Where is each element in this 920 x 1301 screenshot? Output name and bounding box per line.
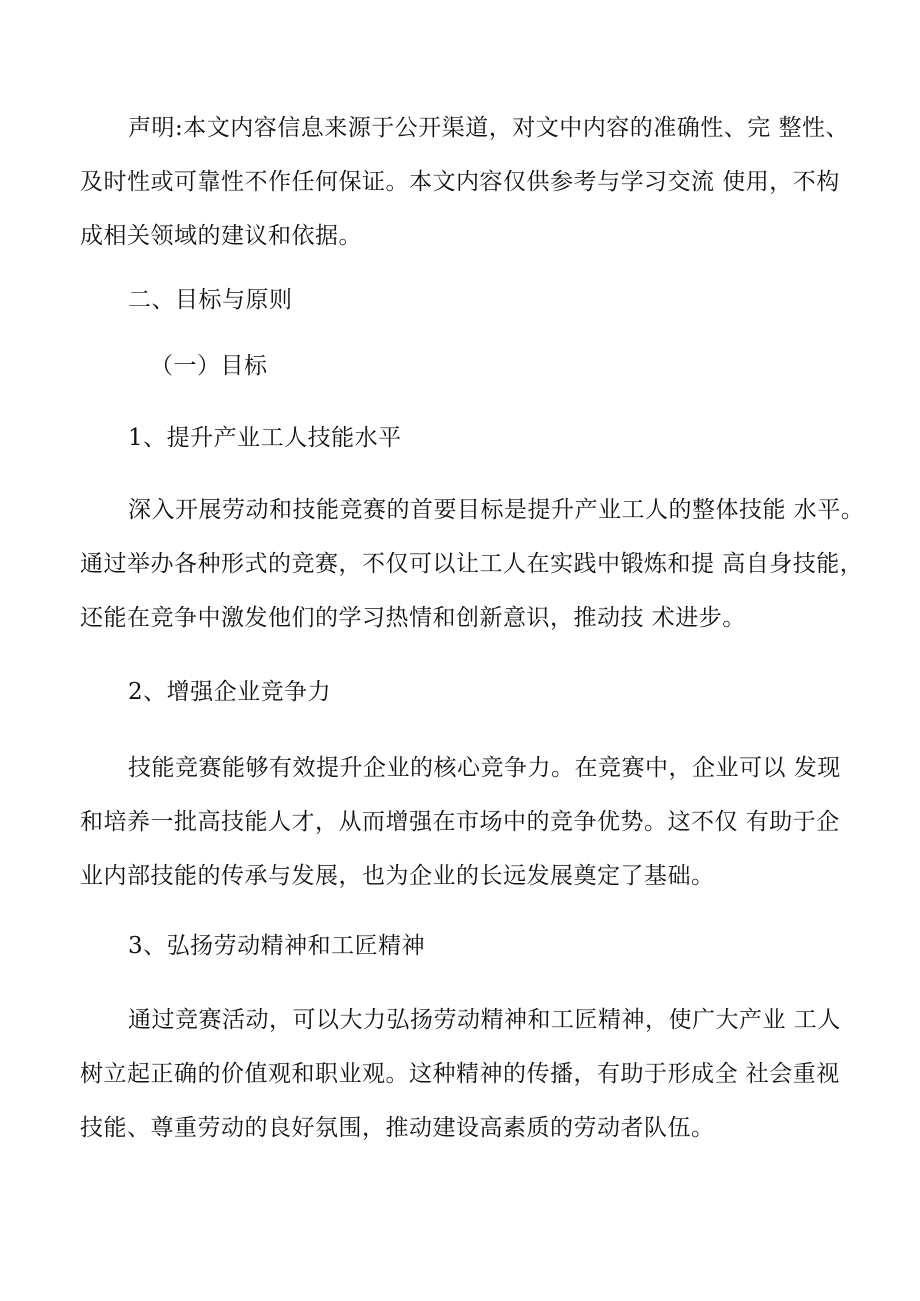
disclaimer-line-3: 成相关领域的建议和依据。 (80, 223, 362, 249)
item-1-line-3: 还能在竞争中激发他们的学习热情和创新意识，推动技 术进步。 (80, 605, 746, 631)
subsection-title: （一）目标 (150, 353, 268, 379)
item-3-line-1: 通过竞赛活动，可以大力弘扬劳动精神和工匠精神，使广大产业 工人 (128, 1007, 841, 1033)
section-title: 二、目标与原则 (128, 287, 293, 313)
item-2-heading: 2、增强企业竞争力 (128, 679, 332, 705)
item-3-line-3: 技能、尊重劳动的良好氛围，推动建设高素质的劳动者队伍。 (80, 1115, 715, 1141)
item-1-heading: 1、提升产业工人技能水平 (128, 425, 402, 451)
item-1-line-1: 深入开展劳动和技能竞赛的首要目标是提升产业工人的整体技能 水平。 (128, 497, 865, 523)
item-2-line-1: 技能竞赛能够有效提升企业的核心竞争力。在竞赛中，企业可以 发现 (128, 755, 841, 781)
item-3-heading: 3、弘扬劳动精神和工匠精神 (128, 933, 426, 959)
item-2-line-3: 业内部技能的传承与发展，也为企业的长远发展奠定了基础。 (80, 863, 715, 889)
item-2-line-2: 和培养一批高技能人才，从而增强在市场中的竞争优势。这不仅 有助于企 (80, 809, 840, 835)
disclaimer-line-1: 声明:本文内容信息来源于公开渠道，对文中内容的准确性、完 整性、 (128, 115, 850, 141)
item-1-line-2: 通过举办各种形式的竞赛，不仅可以让工人在实践中锻炼和提 高自身技能， (80, 551, 864, 577)
disclaimer-line-2: 及时性或可靠性不作任何保证。本文内容仅供参考与学习交流 使用，不构 (80, 169, 840, 195)
item-3-line-2: 树立起正确的价值观和职业观。这种精神的传播，有助于形成全 社会重视 (80, 1061, 840, 1087)
